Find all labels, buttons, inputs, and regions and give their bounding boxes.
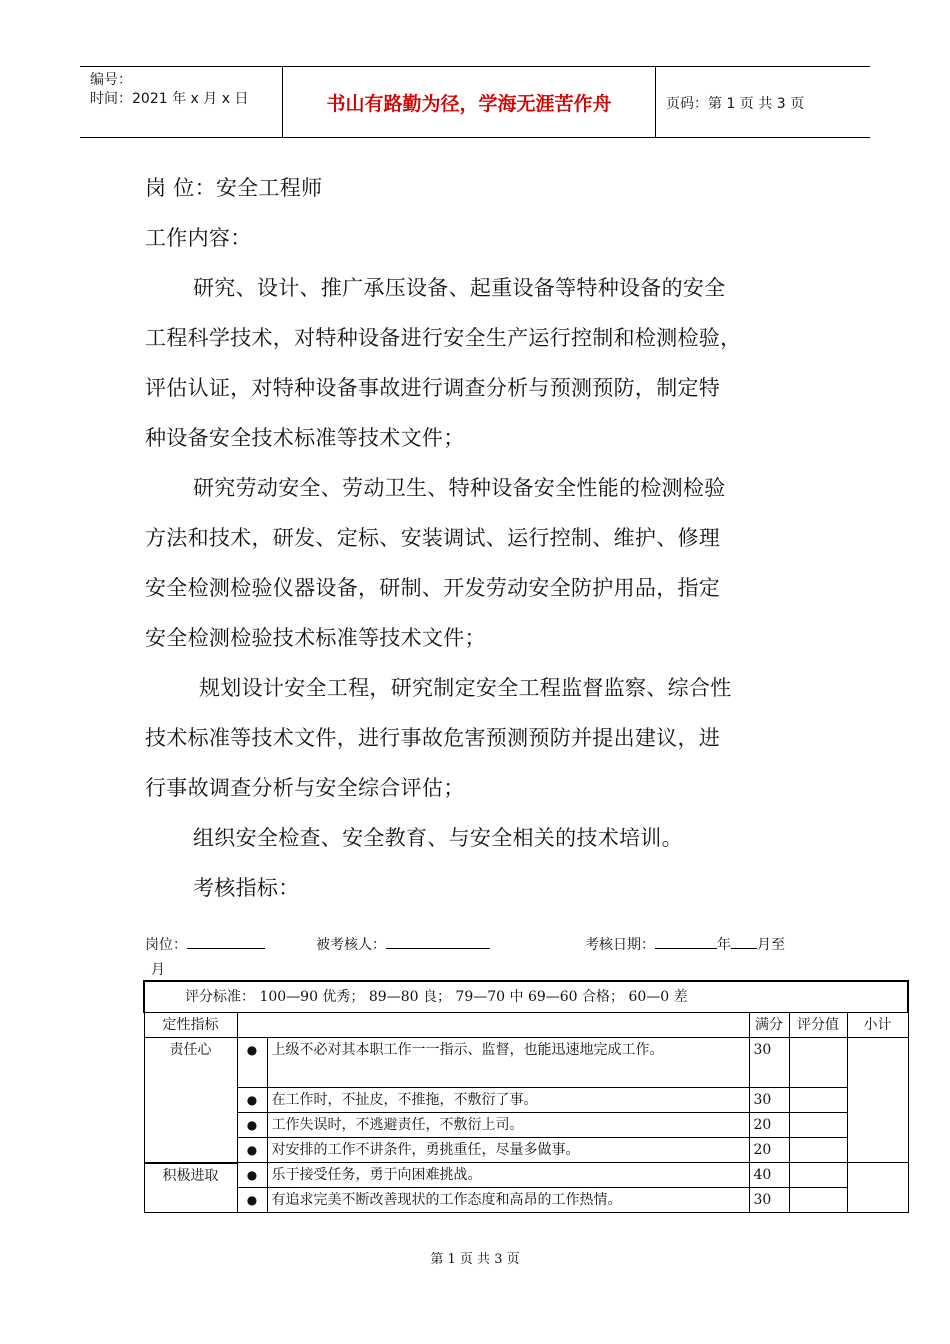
indicator-name: 责任心 [144, 1038, 237, 1163]
table-row [144, 1138, 908, 1163]
bullet-icon: ● [237, 1088, 267, 1113]
paragraph-line: 规划设计安全工程，研究制定安全工程监督监察、综合性 [199, 676, 732, 700]
score-input-cell[interactable] [789, 1038, 847, 1088]
table-row [144, 1088, 908, 1113]
full-score: 40 [749, 1163, 789, 1188]
form-assessee-field [316, 934, 490, 954]
score-input-cell[interactable] [789, 1138, 847, 1163]
form-date-label: 考核日期： [585, 937, 655, 953]
paragraph-line: 方法和技术，研发、定标、安装调试、运行控制、维护、修理 [145, 526, 721, 550]
bullet-icon: ● [237, 1138, 267, 1163]
form-year-blank[interactable] [655, 934, 717, 949]
paragraph-line: 行事故调查分析与安全综合评估； [145, 776, 465, 800]
assessment-indicators-label: 考核指标： [193, 876, 300, 900]
time-label: 时间：2021 年 x 月 x 日 [90, 91, 249, 107]
paragraph-line: 研究、设计、推广承压设备、起重设备等特种设备的安全 [193, 276, 726, 300]
bullet-icon: ● [237, 1113, 267, 1138]
form-month-blank[interactable] [731, 934, 757, 949]
full-score: 20 [749, 1138, 789, 1163]
full-score: 30 [749, 1038, 789, 1088]
paragraph-line: 安全检测检验仪器设备，研制、开发劳动安全防护用品，指定 [145, 576, 721, 600]
subtotal-cell[interactable] [847, 1038, 908, 1163]
score-input-cell[interactable] [789, 1188, 847, 1213]
work-content-label: 工作内容： [145, 226, 252, 250]
form-date-field [585, 934, 785, 954]
table-header-row [144, 1013, 908, 1038]
evaluation-table [143, 980, 909, 1213]
indicator-name: 积极进取 [144, 1163, 237, 1213]
paragraph-line: 工程科学技术，对特种设备进行安全生产运行控制和检测检验， [145, 326, 742, 350]
table-row [144, 1163, 908, 1188]
score-input-cell[interactable] [789, 1088, 847, 1113]
position-line: 岗 位：安全工程师 [145, 176, 323, 200]
col-subtotal-header: 小计 [847, 1013, 908, 1038]
form-assessee-blank[interactable] [386, 934, 490, 949]
score-input-cell[interactable] [789, 1113, 847, 1138]
indicator-item: 对安排的工作不讲条件，勇挑重任，尽量多做事。 [267, 1138, 749, 1163]
table-row [144, 1188, 908, 1213]
form-position-field [145, 934, 265, 954]
paragraph-line: 种设备安全技术标准等技术文件； [145, 426, 465, 450]
table-row [144, 1038, 908, 1088]
full-score: 20 [749, 1113, 789, 1138]
header-motto: 书山有路勤为径，学海无涯苦作舟 [326, 93, 612, 115]
paragraph-line: 评估认证，对特种设备事故进行调查分析与预测预防，制定特 [145, 376, 721, 400]
bullet-icon: ● [237, 1188, 267, 1213]
number-label: 编号： [90, 72, 132, 88]
scoring-standard-row [144, 981, 908, 1013]
bullet-icon: ● [237, 1038, 267, 1088]
paragraph-line: 研究劳动安全、劳动卫生、特种设备安全性能的检测检验 [193, 476, 726, 500]
form-position-blank[interactable] [187, 934, 265, 949]
page-footer: 第 1 页 共 3 页 [430, 1252, 520, 1267]
indicator-item: 有追求完美不断改善现状的工作态度和高昂的工作热情。 [267, 1188, 749, 1213]
full-score: 30 [749, 1088, 789, 1113]
col-score-header: 评分值 [789, 1013, 847, 1038]
indicator-item: 乐于接受任务，勇于向困难挑战。 [267, 1163, 749, 1188]
paragraph-line: 安全检测检验技术标准等技术文件； [145, 626, 486, 650]
form-month-to-label: 月至 [757, 937, 785, 953]
indicator-item: 上级不必对其本职工作一一指示、监督，也能迅速地完成工作。 [267, 1038, 749, 1088]
form-assessee-label: 被考核人： [316, 937, 386, 953]
col-indicator-header: 定性指标 [144, 1013, 237, 1038]
full-score: 30 [749, 1188, 789, 1213]
header-page-info: 页码：第 1 页 共 3 页 [666, 96, 805, 112]
indicator-item: 工作失误时，不逃避责任，不敷衍上司。 [267, 1113, 749, 1138]
col-description-header [237, 1013, 749, 1038]
scoring-standard: 评分标准： 100—90 优秀； 89—80 良； 79—70 中 69—60 合格； 60—0 差 [144, 981, 908, 1013]
score-input-cell[interactable] [789, 1163, 847, 1188]
col-full-score-header: 满分 [749, 1013, 789, 1038]
form-year-label: 年 [717, 937, 731, 953]
header-meta [90, 71, 248, 109]
subtotal-cell[interactable] [847, 1163, 908, 1213]
paragraph-line: 技术标准等技术文件，进行事故危害预测预防并提出建议，进 [145, 726, 721, 750]
paragraph-line: 组织安全检查、安全教育、与安全相关的技术培训。 [193, 826, 683, 850]
bullet-icon: ● [237, 1163, 267, 1188]
table-row [144, 1113, 908, 1138]
header-divider [655, 67, 656, 137]
form-month-label: 月 [151, 962, 165, 978]
indicator-item: 在工作时，不扯皮，不推拖，不敷衍了事。 [267, 1088, 749, 1113]
form-position-label: 岗位： [145, 937, 187, 953]
document-header [80, 66, 870, 138]
